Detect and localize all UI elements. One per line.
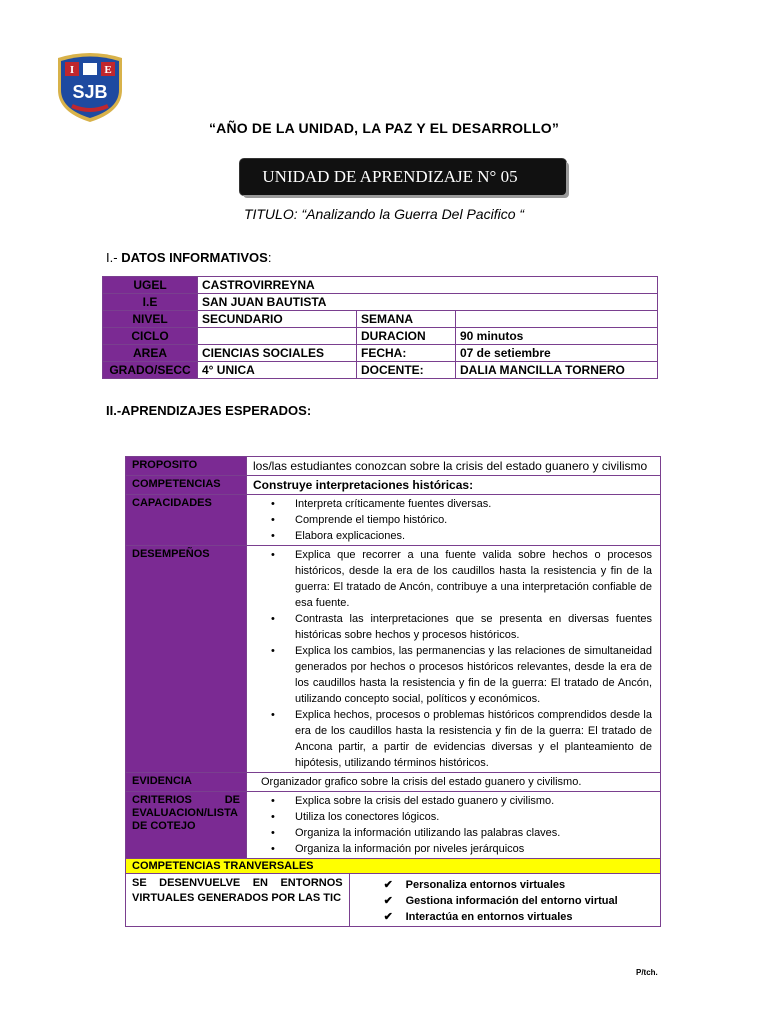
criterios-list <box>253 793 654 857</box>
section-aprendizajes: II.-APRENDIZAJES ESPERADOS: <box>106 403 312 418</box>
desempenos-list <box>253 547 654 771</box>
ciclo-label: CICLO <box>103 328 198 345</box>
evidencia-value: Organizador grafico sobre la crisis del estado guanero y civilismo. <box>247 773 661 792</box>
table-row <box>126 859 661 874</box>
duracion-label: DURACION <box>357 328 456 345</box>
school-logo-icon <box>52 50 128 122</box>
criterios-label: CRITERIOS DE EVALUACION/LISTA DE COTEJO <box>126 792 247 859</box>
ugel-value: CASTROVIRREYNA <box>198 277 658 294</box>
semana-value <box>456 311 658 328</box>
logo-initials: SJB <box>72 82 108 102</box>
docente-value: DALIA MANCILLA TORNERO <box>456 362 658 379</box>
table-row <box>126 773 661 792</box>
learning-table <box>125 456 661 927</box>
list-item: • Interpreta críticamente fuentes diversas. <box>295 496 654 512</box>
tic-list <box>356 875 654 925</box>
table-row <box>103 328 658 345</box>
list-item: • Explica los cambios, las permanencias y las relaciones de simultaneidad generados por hechos o procesos históricos relevantes, desde la era de los caudillos hasta la resistencia y fin de la guerra: El tratado de Ancón, utilizando concepto social, políticos y económicos. <box>295 643 654 707</box>
docente-label: DOCENTE: <box>357 362 456 379</box>
nivel-value: SECUNDARIO <box>198 311 357 328</box>
list-item: ✔ Gestiona información del entorno virtual <box>406 893 654 909</box>
table-row <box>103 294 658 311</box>
competencias-value: Construye interpretaciones históricas: <box>247 476 661 495</box>
table-row <box>103 362 658 379</box>
capacidades-label: CAPACIDADES <box>126 495 247 546</box>
duracion-value: 90 minutos <box>456 328 658 345</box>
fecha-label: FECHA: <box>357 345 456 362</box>
evidencia-label: EVIDENCIA <box>126 773 247 792</box>
footer-note: P/tch. <box>636 968 658 977</box>
tic-cell <box>349 874 660 927</box>
list-item: • Comprende el tiempo histórico. <box>295 512 654 528</box>
ugel-label: UGEL <box>103 277 198 294</box>
table-row <box>126 457 661 476</box>
semana-label: SEMANA <box>357 311 456 328</box>
section-title: DATOS INFORMATIVOS <box>121 250 268 265</box>
section-number: I.- <box>106 250 118 265</box>
section-datos-informativos <box>106 250 271 265</box>
list-item: • Explica hechos, procesos o problemas históricos comprendidos desde la era de los caudillos hasta la resistencia y fin de la guerra: El tratado de Ancona partir, a partir de evidencias diversas y el planteamiento de hipótesis, utilizando términos históricos. <box>295 707 654 771</box>
nivel-label: NIVEL <box>103 311 198 328</box>
table-row <box>126 495 661 546</box>
year-motto: “AÑO DE LA UNIDAD, LA PAZ Y EL DESARROLLO” <box>208 120 560 136</box>
logo-top-text: I <box>69 64 75 76</box>
list-item: • Organiza la información utilizando las palabras claves. <box>295 825 654 841</box>
desempenos-label: DESEMPEÑOS <box>126 546 247 773</box>
capacidades-list <box>253 496 654 544</box>
desempenos-cell <box>247 546 661 773</box>
table-row <box>126 874 661 927</box>
ciclo-value <box>198 328 357 345</box>
fecha-value: 07 de setiembre <box>456 345 658 362</box>
info-table <box>102 276 658 379</box>
table-row <box>126 792 661 859</box>
transversales-header: COMPETENCIAS TRANVERSALES <box>126 859 661 874</box>
criterios-cell <box>247 792 661 859</box>
grado-label: GRADO/SECC <box>103 362 198 379</box>
table-row <box>103 277 658 294</box>
ie-label: I.E <box>103 294 198 311</box>
table-row <box>126 546 661 773</box>
competencias-label: COMPETENCIAS <box>126 476 247 495</box>
list-item: • Elabora explicaciones. <box>295 528 654 544</box>
list-item: ✔ Personaliza entornos virtuales <box>406 877 654 893</box>
list-item: • Explica sobre la crisis del estado guanero y civilismo. <box>295 793 654 809</box>
list-item: • Explica que recorrer a una fuente valida sobre hechos o procesos históricos, desde la era de los caudillos hasta la resistencia y fin de la guerra: El tratado de Ancón, contribuye a una interpretación confiable de esa fuente. <box>295 547 654 611</box>
tic-label: SE DESENVUELVE EN ENTORNOS VIRTUALES GENERADOS POR LAS TIC <box>126 874 350 927</box>
unit-title: UNIDAD DE APRENDIZAJE N° 05 <box>262 167 518 186</box>
area-value: CIENCIAS SOCIALES <box>198 345 357 362</box>
list-item: • Organiza la información por niveles jerárquicos <box>295 841 654 857</box>
document-titulo: TITULO: “Analizando la Guerra Del Pacifico “ <box>243 206 525 222</box>
grado-value: 4° UNICA <box>198 362 357 379</box>
svg-text:E: E <box>104 64 112 76</box>
proposito-value: los/las estudiantes conozcan sobre la crisis del estado guanero y civilismo <box>247 457 661 476</box>
section-colon: : <box>267 250 272 265</box>
table-row <box>103 311 658 328</box>
list-item: • Utiliza los conectores lógicos. <box>295 809 654 825</box>
table-row <box>126 476 661 495</box>
list-item: • Contrasta las interpretaciones que se presenta en diversas fuentes históricas sobre hechos y procesos históricos. <box>295 611 654 643</box>
ie-value: SAN JUAN BAUTISTA <box>198 294 658 311</box>
capacidades-cell <box>247 495 661 546</box>
proposito-label: PROPOSITO <box>126 457 247 476</box>
table-row <box>103 345 658 362</box>
area-label: AREA <box>103 345 198 362</box>
list-item: ✔ Interactúa en entornos virtuales <box>406 909 654 925</box>
